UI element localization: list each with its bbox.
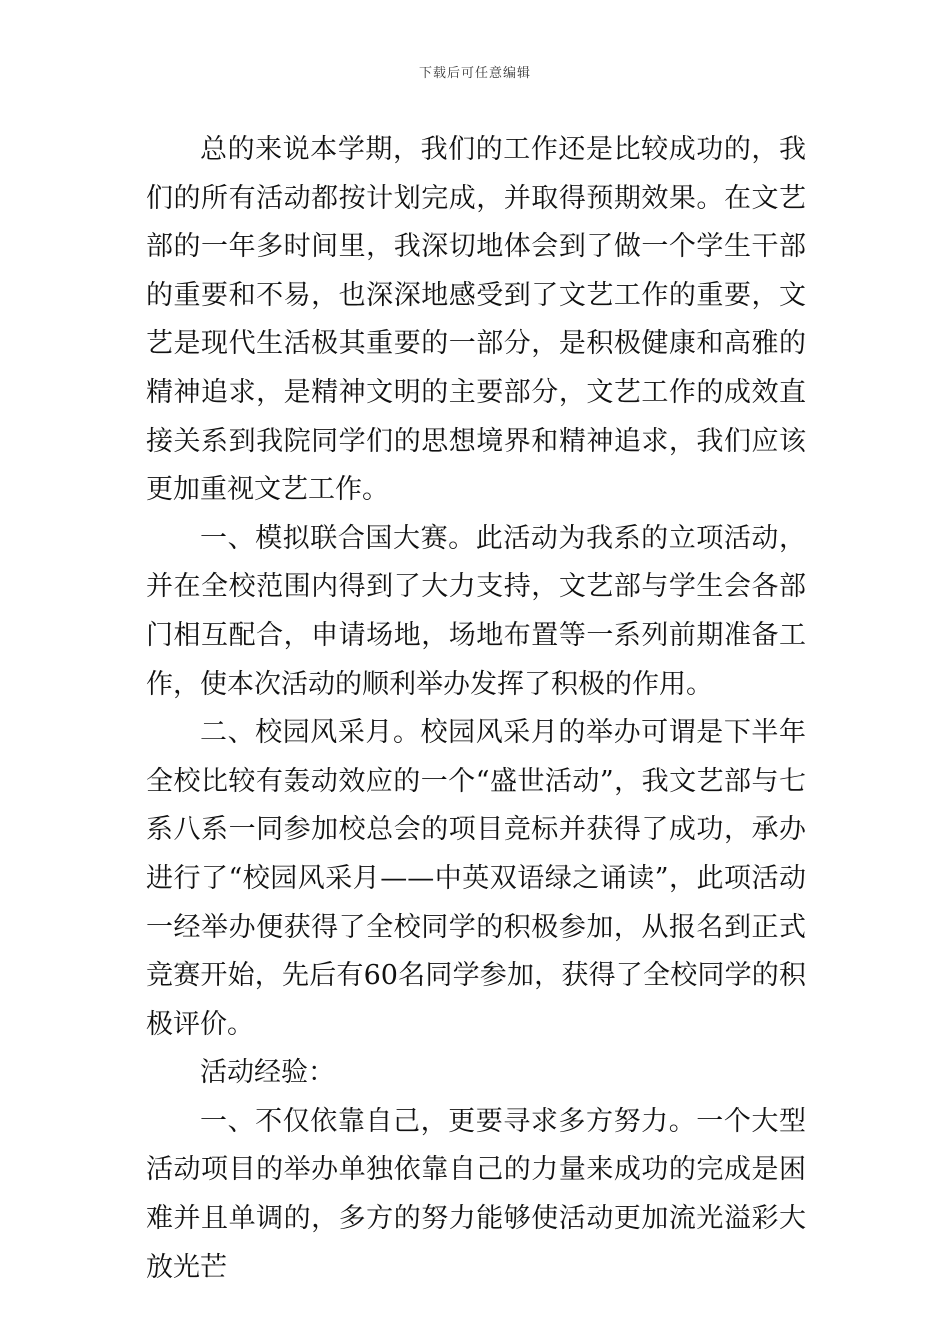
paragraph-experience-one: 一、不仅依靠自己，更要寻求多方努力。一个大型活动项目的举办单独依靠自己的力量来成功的完成是困难并且单调的，多方的努力能够使活动更加流光溢彩大放光芒 [146,1105,806,1283]
paragraph-summary: 总的来说本学期，我们的工作还是比较成功的，我们的所有活动都按计划完成，并取得预期效果。在文艺部的一年多时间里，我深切地体会到了做一个学生干部的重要和不易，也深深地感受到了文艺工作的重要，文艺是现代生活极其重要的一部分，是积极健康和高雅的精神追求，是精神文明的主要部分，文艺工作的成效直接关系到我院同学们的思想境界和精神追求，我们应该更加重视文艺工作。 [146,134,806,506]
header-note: 下载后可任意编辑 [418,66,531,81]
paragraph-campus-month: 二、校园风采月。校园风采月的举办可谓是下半年全校比较有轰动效应的一个“盛世活动”，我文艺部与七系八系一同参加校总会的项目竞标并获得了成功，承办进行了“校园风采月——中英双语绿之诵读”，此项活动一经举办便获得了全校同学的积极参加，从报名到正式竞赛开始，先后有60名同学参加，获得了全校同学的积极评价。 [146,717,806,1040]
document-body [146,126,806,1292]
paragraph-experience-heading: 活动经验： [200,1057,335,1089]
paragraph-model-un: 一、模拟联合国大赛。此活动为我系的立项活动，并在全校范围内得到了大力支持，文艺部与学生会各部门相互配合，申请场地，场地布置等一系列前期准备工作，使本次活动的顺利举办发挥了积极的作用。 [146,522,806,700]
